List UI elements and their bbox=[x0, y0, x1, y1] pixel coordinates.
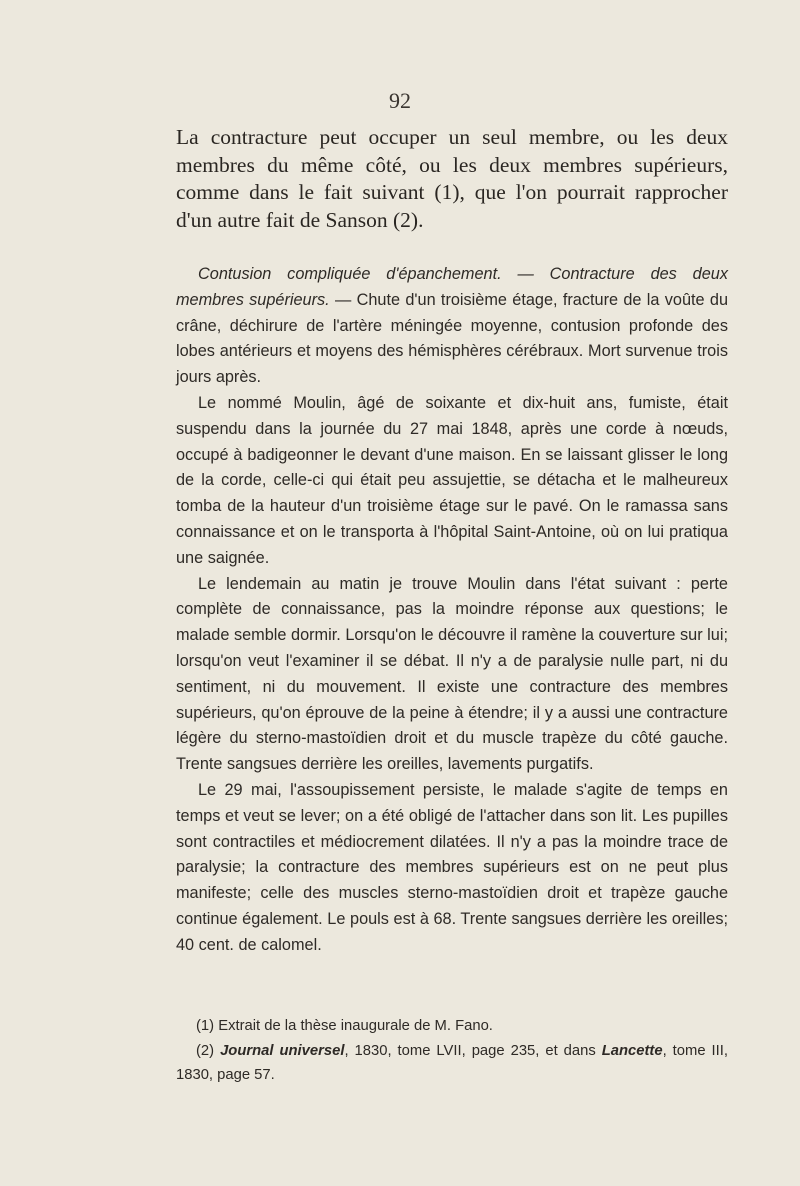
paragraph-2: Le lendemain au matin je trouve Moulin dans l'état suivant : perte complète de connaissance, pas la moindre réponse aux questions; le malade semble dormir. Lorsqu'on le découvre il ramène la couverture sur lui; lorsqu'on veut l'examiner il se débat. Il n'y a de paralysie nulle part, ni du sentiment, ni du mouvement. Il existe une contracture des membres supérieurs, qu'on éprouve de la peine à étendre; il y a aussi une contracture légère du sterno-mastoïdien droit et du muscle trapèze du côté gauche. Trente sangsues derrière les oreilles, lavements purgatifs. bbox=[176, 574, 728, 774]
footnotes bbox=[176, 1014, 728, 1088]
footnote-1: (1) Extrait de la thèse inaugurale de M. Fano. bbox=[196, 1018, 493, 1034]
footnote-2-journal: Journal universel bbox=[220, 1042, 345, 1059]
footnote-2-lancette: Lancette bbox=[601, 1042, 663, 1059]
case-title: Contusion compliquée d'épanchement. — Contracture des deux membres supérieurs. bbox=[176, 265, 728, 309]
paragraph-3: Le 29 mai, l'assoupissement persiste, le malade s'agite de temps en temps et veut se lever; on a été obligé de l'attacher dans son lit. Les pupilles sont contractiles et médiocrement dilatées. Il n'y a pas la moindre trace de paralysie; la contracture des membres supérieurs est on ne peut plus manifeste; celle des muscles sterno-mastoïdien droit et trapèze gauche continue également. Le pouls est à 68. Trente sangsues derrière les oreilles; 40 cent. de calomel. bbox=[176, 780, 728, 954]
footnote-2 bbox=[176, 1039, 728, 1088]
case-summary: — Chute d'un troisième étage, fracture de la voûte du crâne, déchirure de l'artère méningée moyenne, contusion profonde des lobes antérieurs et moyens des hémisphères cérébraux. Mort survenue trois jours après. bbox=[176, 290, 728, 387]
page-number: 92 bbox=[389, 88, 411, 113]
case-body bbox=[176, 262, 728, 959]
intro-paragraph: La contracture peut occuper un seul membre, ou les deux membres du même côté, ou les deux membres supérieurs, comme dans le fait suivant (1), que l'on pourrait rapprocher d'un autre fait de Sanson (2). bbox=[176, 125, 728, 232]
footnote-2-prefix: (2) bbox=[196, 1042, 221, 1059]
footnote-2-middle: , 1830, tome LVII, page 235, et dans bbox=[344, 1042, 602, 1059]
paragraph-1: Le nommé Moulin, âgé de soixante et dix-huit ans, fumiste, était suspendu dans la journée du 27 mai 1848, après une corde à nœuds, occupé à badigeonner le devant d'une maison. En se laissant glisser le long de la corde, celle-ci qui était peu assujettie, se détacha et le malheureux tomba de la hauteur d'un troisième étage sur le pavé. On le ramassa sans connaissance et on le transporta à l'hôpital Saint-Antoine, où on lui pratiqua une saignée. bbox=[176, 393, 728, 567]
case-heading bbox=[176, 262, 728, 391]
footnote-2-suffix: , tome III, 1830, page 57. bbox=[176, 1042, 728, 1083]
